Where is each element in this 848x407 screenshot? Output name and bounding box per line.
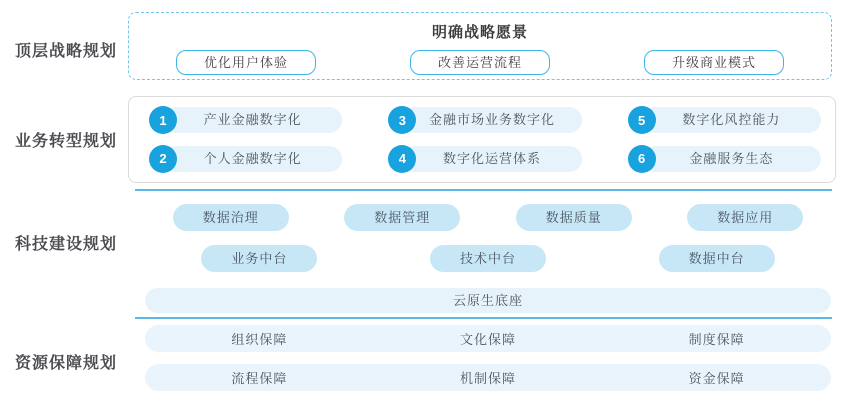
strategy-buttons-row (129, 50, 831, 75)
button-upgrade-business-model: 升级商业模式 (644, 50, 784, 75)
number-badge-4: 4 (388, 145, 416, 173)
strategy-vision-box (128, 12, 832, 80)
pill-data-governance: 数据治理 (173, 204, 289, 231)
button-improve-operation-process: 改善运营流程 (410, 50, 550, 75)
business-item-3 (388, 106, 581, 135)
resource-row-2 (145, 364, 831, 391)
number-badge-1: 1 (149, 106, 177, 134)
separator-line-top (135, 189, 832, 191)
tech-pills-row-1 (145, 204, 831, 231)
cell-organization-guarantee: 组织保障 (231, 332, 288, 347)
cell-system-guarantee: 制度保障 (688, 332, 745, 347)
pill-data-management: 数据管理 (344, 204, 460, 231)
pill-data-middle-platform: 数据中台 (659, 245, 775, 272)
pill-data-quality: 数据质量 (516, 204, 632, 231)
business-item-5 (628, 106, 821, 135)
business-item-label: 数字化运营体系 (402, 146, 581, 172)
business-item-6 (628, 145, 821, 174)
pill-technology-middle-platform: 技术中台 (430, 245, 546, 272)
separator-line-bottom (135, 317, 832, 319)
pill-business-middle-platform: 业务中台 (201, 245, 317, 272)
label-top-strategy-planning: 顶层战略规划 (15, 43, 118, 60)
business-item-label: 金融服务生态 (642, 146, 821, 172)
cell-process-guarantee: 流程保障 (231, 371, 288, 386)
number-badge-3: 3 (388, 106, 416, 134)
business-item-4 (388, 145, 581, 174)
cell-funding-guarantee: 资金保障 (688, 371, 745, 386)
number-badge-2: 2 (149, 145, 177, 173)
number-badge-5: 5 (628, 106, 656, 134)
cell-mechanism-guarantee: 机制保障 (459, 371, 516, 386)
label-resource-guarantee-planning: 资源保障规划 (15, 355, 118, 372)
business-item-1 (149, 106, 342, 135)
pill-data-application: 数据应用 (687, 204, 803, 231)
cell-culture-guarantee: 文化保障 (459, 332, 516, 347)
tech-pills-row-2 (145, 245, 831, 272)
pill-cloud-native-base: 云原生底座 (145, 288, 831, 313)
label-business-transformation-planning: 业务转型规划 (15, 133, 118, 150)
strategy-vision-title: 明确战略愿景 (431, 24, 528, 41)
business-item-label: 产业金融数字化 (163, 107, 342, 133)
resource-row-1 (145, 325, 831, 352)
label-technology-construction-planning: 科技建设规划 (15, 236, 118, 253)
business-transformation-box (128, 96, 836, 183)
business-item-label: 金融市场业务数字化 (402, 107, 581, 133)
business-item-label: 数字化风控能力 (642, 107, 821, 133)
business-item-label: 个人金融数字化 (163, 146, 342, 172)
number-badge-6: 6 (628, 145, 656, 173)
button-optimize-user-experience: 优化用户体验 (176, 50, 316, 75)
business-item-2 (149, 145, 342, 174)
